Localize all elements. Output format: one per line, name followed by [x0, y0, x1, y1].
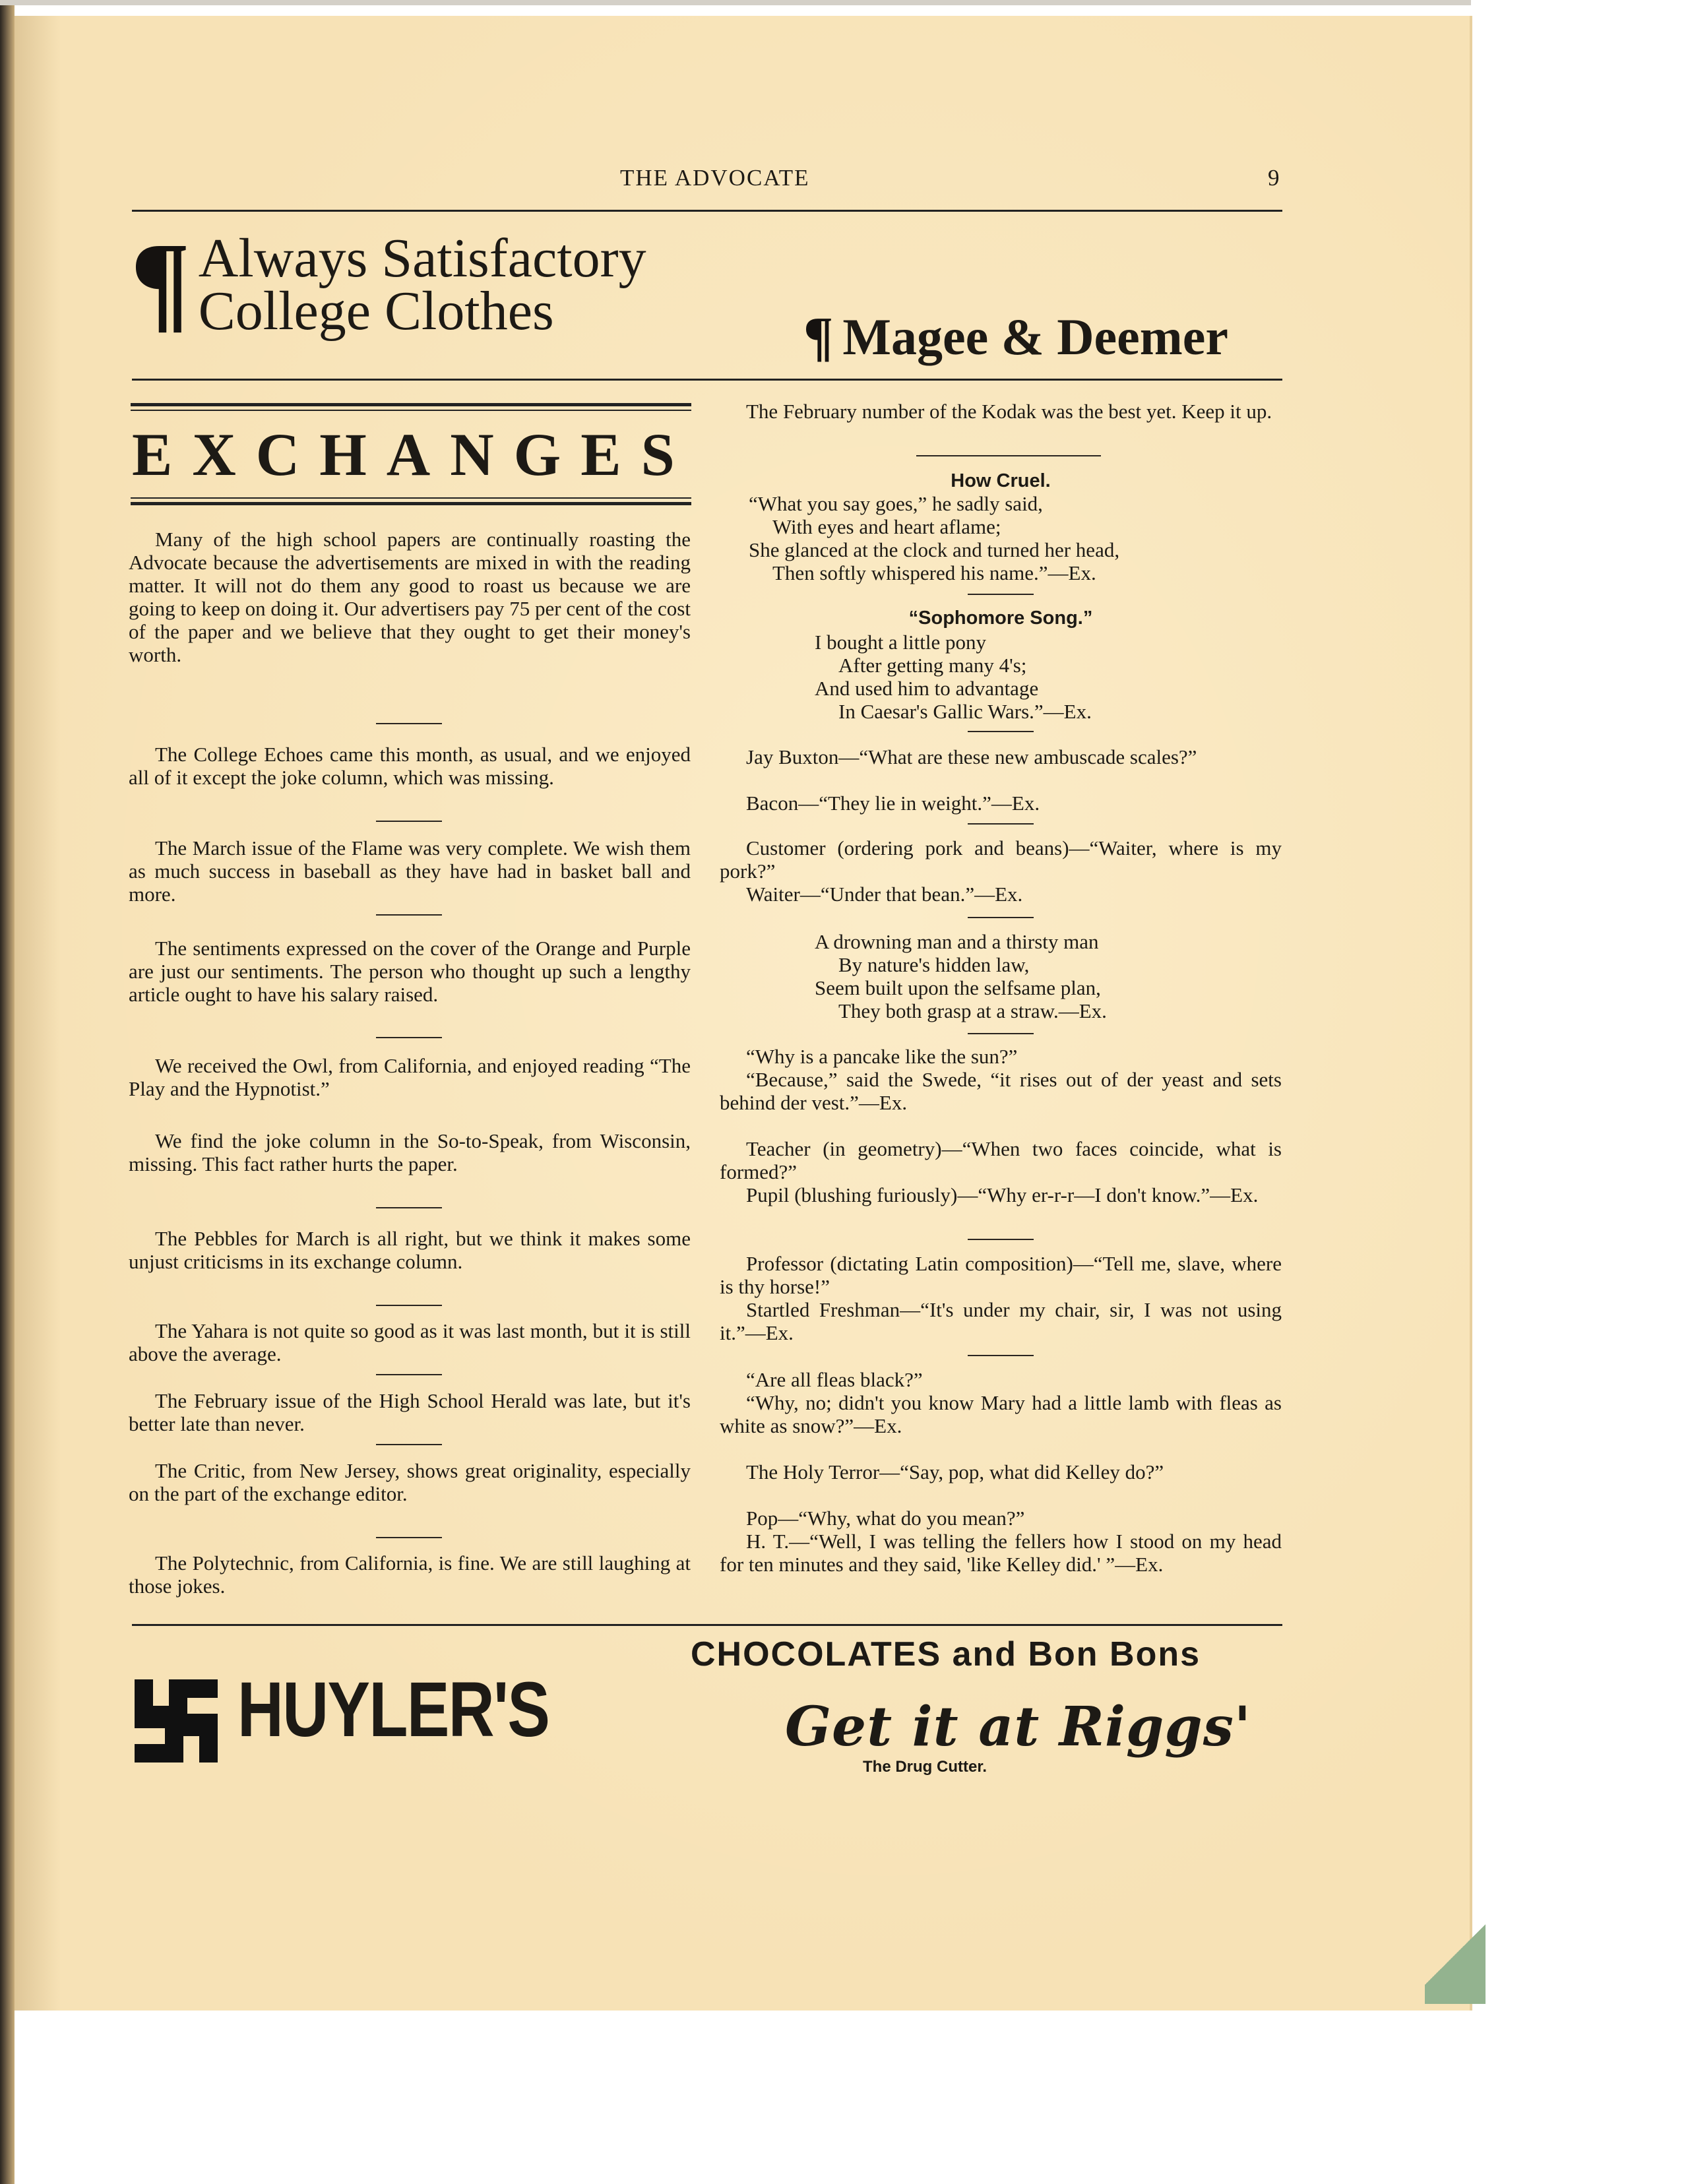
separator-rule: [376, 1374, 442, 1375]
joke-paragraph: Professor (dictating Latin composition)—“Tell me, slave, where is thy horse!”: [720, 1252, 1282, 1298]
exchange-paragraph: Many of the high school papers are continually roasting the Advocate because the advertisements are mixed in with the reading matter. It will not do them any good to roast us because we are going to keep on doing it. Our advertisers pay 75 per cent of the cost of the paper and we believe that they ought to get their money's worth.: [129, 528, 691, 666]
poem-line: “What you say goes,” he sadly said,: [749, 492, 1043, 515]
poem-line: She glanced at the clock and turned her head,: [749, 538, 1120, 561]
exchange-paragraph: We received the Owl, from California, and enjoyed reading “The Play and the Hypnotist.”: [129, 1054, 691, 1100]
joke-paragraph: The Holy Terror—“Say, pop, what did Kelley do?”: [746, 1460, 1164, 1483]
joke-paragraph: “Because,” said the Swede, “it rises out of der yeast and sets behind der vest.”—Ex.: [720, 1068, 1282, 1114]
separator-rule: [916, 455, 1101, 456]
title-rule-bottom-2: [131, 502, 691, 505]
separator-rule: [968, 731, 1034, 732]
ad-college-clothes: [131, 220, 646, 343]
chocolates-text: CHOCOLATES and Bon Bons: [691, 1635, 1201, 1673]
joke-paragraph: Jay Buxton—“What are these new ambuscade scales?”: [746, 745, 1197, 768]
drug-cutter-tagline: The Drug Cutter.: [863, 1758, 987, 1776]
ad-line-always-satisfactory: Always Satisfactory: [198, 228, 646, 289]
kodak-paragraph: The February number of the Kodak was the best yet. Keep it up.: [746, 400, 1272, 423]
poem-line: With eyes and heart aflame;: [772, 515, 1001, 538]
joke-paragraph: Customer (ordering pork and beans)—“Waiter, where is my pork?”: [720, 836, 1282, 883]
joke-paragraph: Pupil (blushing furiously)—“Why er-r-r—I don't know.”—Ex.: [746, 1183, 1259, 1206]
pilcrow-icon: ¶: [803, 306, 834, 367]
bottom-ad-rule: [132, 1624, 1282, 1626]
ad-magee-text: Magee & Deemer: [842, 307, 1228, 365]
poem-title-how-cruel: How Cruel.: [951, 470, 1051, 491]
separator-rule: [968, 594, 1034, 595]
separator-rule: [376, 1537, 442, 1538]
separator-rule: [376, 821, 442, 822]
poem-line: After getting many 4's;: [838, 654, 1027, 677]
joke-paragraph: Teacher (in geometry)—“When two faces coincide, what is formed?”: [720, 1137, 1282, 1183]
header-rule: [132, 210, 1282, 212]
poem-line: Then softly whispered his name.”—Ex.: [772, 561, 1096, 584]
joke-paragraph: “Are all fleas black?”: [746, 1368, 923, 1391]
separator-rule: [376, 1207, 442, 1208]
exchange-paragraph: The Polytechnic, from California, is fine. We are still laughing at those jokes.: [129, 1551, 691, 1598]
joke-paragraph: H. T.—“Well, I was telling the fellers how I stood on my head for ten minutes and they said, 'like Kelley did.' ”—Ex.: [720, 1530, 1282, 1576]
exchange-paragraph: The Pebbles for March is all right, but we think it makes some unjust criticisms in its exchange column.: [129, 1227, 691, 1273]
ad-bottom-rule: [132, 379, 1282, 381]
poem-line: By nature's hidden law,: [838, 953, 1030, 976]
joke-paragraph: Waiter—“Under that bean.”—Ex.: [746, 883, 1023, 906]
title-rule-top-1: [131, 403, 691, 406]
joke-paragraph: Bacon—“They lie in weight.”—Ex.: [746, 792, 1040, 815]
poem-line: And used him to advantage: [815, 677, 1039, 700]
poem-line: Seem built upon the selfsame plan,: [815, 976, 1101, 999]
poem-line: They both grasp at a straw.—Ex.: [838, 999, 1107, 1022]
riggs-logo: Get it at Riggs': [785, 1695, 1251, 1759]
exchange-paragraph: The March issue of the Flame was very complete. We wish them as much success in baseball as they have had in basket ball and more.: [129, 836, 691, 906]
pilcrow-icon: ¶: [131, 220, 191, 343]
title-rule-top-2: [131, 410, 691, 411]
poem-title-sophomore-song: “Sophomore Song.”: [908, 608, 1093, 629]
exchange-paragraph: The Critic, from New Jersey, shows great originality, especially on the part of the exchange editor.: [129, 1459, 691, 1505]
separator-rule: [968, 1355, 1034, 1356]
separator-rule: [968, 823, 1034, 825]
separator-rule: [376, 1305, 442, 1306]
separator-rule: [376, 1444, 442, 1445]
poem-line: I bought a little pony: [815, 631, 987, 654]
exchange-paragraph: The College Echoes came this month, as usual, and we enjoyed all of it except the joke column, which was missing.: [129, 743, 691, 789]
ad-magee-deemer: [803, 305, 1228, 369]
huylers-logo-icon: [135, 1679, 218, 1763]
page-number: 9: [1268, 165, 1280, 191]
huylers-brand: HUYLER'S: [237, 1666, 549, 1753]
separator-rule: [968, 1239, 1034, 1240]
exchange-paragraph: The February issue of the High School Herald was late, but it's better late than never.: [129, 1389, 691, 1435]
ad-line-college-clothes: College Clothes: [198, 280, 554, 342]
joke-paragraph: Pop—“Why, what do you mean?”: [746, 1507, 1025, 1530]
separator-rule: [376, 723, 442, 724]
exchange-paragraph: The sentiments expressed on the cover of the Orange and Purple are just our sentiments. The person who thought up such a lengthy article ought to have his salary raised.: [129, 937, 691, 1006]
separator-rule: [968, 917, 1034, 918]
page-top-edge: [0, 0, 1471, 5]
section-title: EXCHANGES: [132, 421, 695, 488]
separator-rule: [968, 1033, 1034, 1034]
separator-rule: [376, 914, 442, 916]
joke-paragraph: Startled Freshman—“It's under my chair, sir, I was not using it.”—Ex.: [720, 1298, 1282, 1344]
book-spine: [0, 0, 15, 2184]
joke-paragraph: “Why is a pancake like the sun?”: [746, 1045, 1018, 1068]
page-corner-fold: [1425, 1905, 1486, 2004]
running-title: THE ADVOCATE: [620, 165, 810, 191]
poem-line: A drowning man and a thirsty man: [815, 930, 1099, 953]
exchange-paragraph: The Yahara is not quite so good as it was last month, but it is still above the average.: [129, 1319, 691, 1365]
exchange-paragraph: We find the joke column in the So-to-Speak, from Wisconsin, missing. This fact rather hurts the paper.: [129, 1129, 691, 1175]
title-rule-bottom-1: [131, 497, 691, 499]
joke-paragraph: “Why, no; didn't you know Mary had a little lamb with fleas as white as snow?”—Ex.: [720, 1391, 1282, 1437]
poem-line: In Caesar's Gallic Wars.”—Ex.: [838, 700, 1092, 723]
separator-rule: [376, 1037, 442, 1038]
